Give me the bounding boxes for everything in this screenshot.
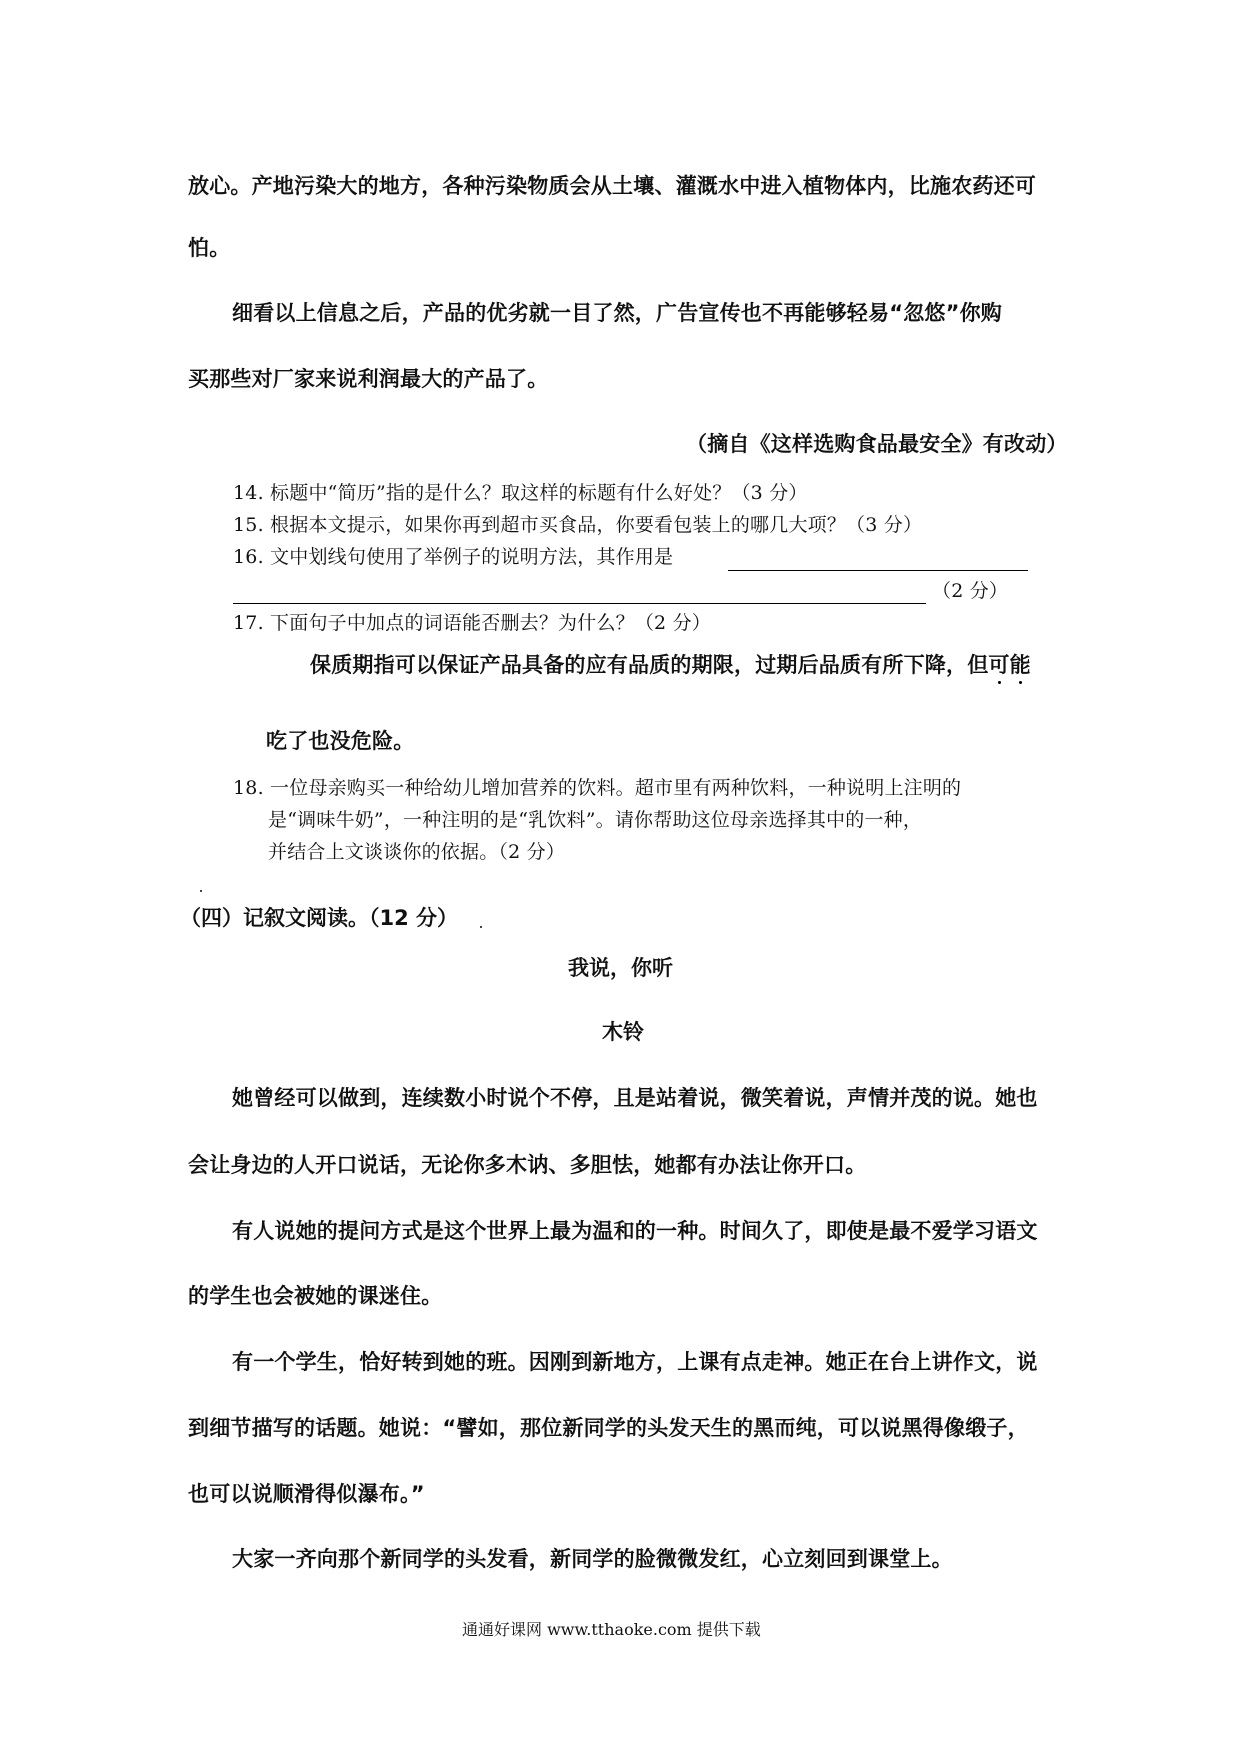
question-16-score: （2 分） xyxy=(932,580,1009,602)
story-line: 有人说她的提问方式是这个世界上最为温和的一种。时间久了，即使是最不爱学习语文 xyxy=(232,1219,1038,1243)
question-18-line: 并结合上文谈谈你的依据。（2 分） xyxy=(268,841,566,863)
question-18-line: 是“调味牛奶”，一种注明的是“乳饮料”。请你帮助这位母亲选择其中的一种， xyxy=(268,809,923,831)
emphasized-word: 能 xyxy=(1009,653,1031,677)
story-author: 木铃 xyxy=(602,1020,644,1044)
question-16: 16. 文中划线句使用了举例子的说明方法，其作用是 xyxy=(233,546,674,568)
story-line: 大家一齐向那个新同学的头发看，新同学的脸微微发红，心立刻回到课堂上。 xyxy=(232,1547,953,1571)
story-line: 会让身边的人开口说话，无论你多木讷、多胆怯，她都有办法让你开口。 xyxy=(188,1153,867,1177)
example-sentence-text: 保质期指可以保证产品具备的应有品质的期限，过期后品质有所下降，但 xyxy=(310,653,989,677)
section-heading: （四）记叙文阅读。（12 分） xyxy=(180,906,459,930)
question-18: 18. 一位母亲购买一种给幼儿增加营养的饮料。超市里有两种饮料，一种说明上注明的 xyxy=(233,777,962,799)
story-title: 我说，你听 xyxy=(568,956,673,980)
story-line: 到细节描写的话题。她说：“譬如，那位新同学的头发天生的黑而纯，可以说黑得像缎子， xyxy=(188,1416,1029,1440)
passage-line: 细看以上信息之后，产品的优劣就一目了然，广告宣传也不再能够轻易“忽悠”你购 xyxy=(232,301,1003,325)
question-14: 14. 标题中“简历”指的是什么？取这样的标题有什么好处？（3 分） xyxy=(233,482,808,504)
story-line: 也可以说顺滑得似瀑布。” xyxy=(188,1482,425,1506)
source-citation: （摘自《这样选购食品最安全》有改动） xyxy=(686,432,1068,456)
passage-line: 买那些对厂家来说利润最大的产品了。 xyxy=(188,367,549,391)
question-17: 17. 下面句子中加点的词语能否删去？为什么？（2 分） xyxy=(233,612,711,634)
example-sentence-line2: 吃了也没危险。 xyxy=(266,729,415,753)
example-sentence xyxy=(310,655,1031,676)
story-line: 她曾经可以做到，连续数小时说个不停，且是站着说，微笑着说，声情并茂的说。她也 xyxy=(232,1086,1038,1110)
question-15: 15. 根据本文提示，如果你再到超市买食品，你要看包装上的哪几大项？（3 分） xyxy=(233,514,923,536)
footer-credit: 通通好课网 www.tthaoke.com 提供下载 xyxy=(462,1620,761,1639)
scan-speck xyxy=(480,926,482,928)
passage-line: 放心。产地污染大的地方，各种污染物质会从土壤、灌溉水中进入植物体内，比施农药还可 xyxy=(188,174,1036,198)
story-line: 的学生也会被她的课迷住。 xyxy=(188,1284,443,1308)
scan-speck xyxy=(200,890,202,892)
emphasized-word: 可 xyxy=(988,653,1010,677)
story-line: 有一个学生，恰好转到她的班。因刚到新地方，上课有点走神。她正在台上讲作文，说 xyxy=(232,1350,1038,1374)
answer-blank xyxy=(233,603,926,604)
passage-line: 怕。 xyxy=(188,236,231,260)
answer-blank xyxy=(728,570,1028,571)
